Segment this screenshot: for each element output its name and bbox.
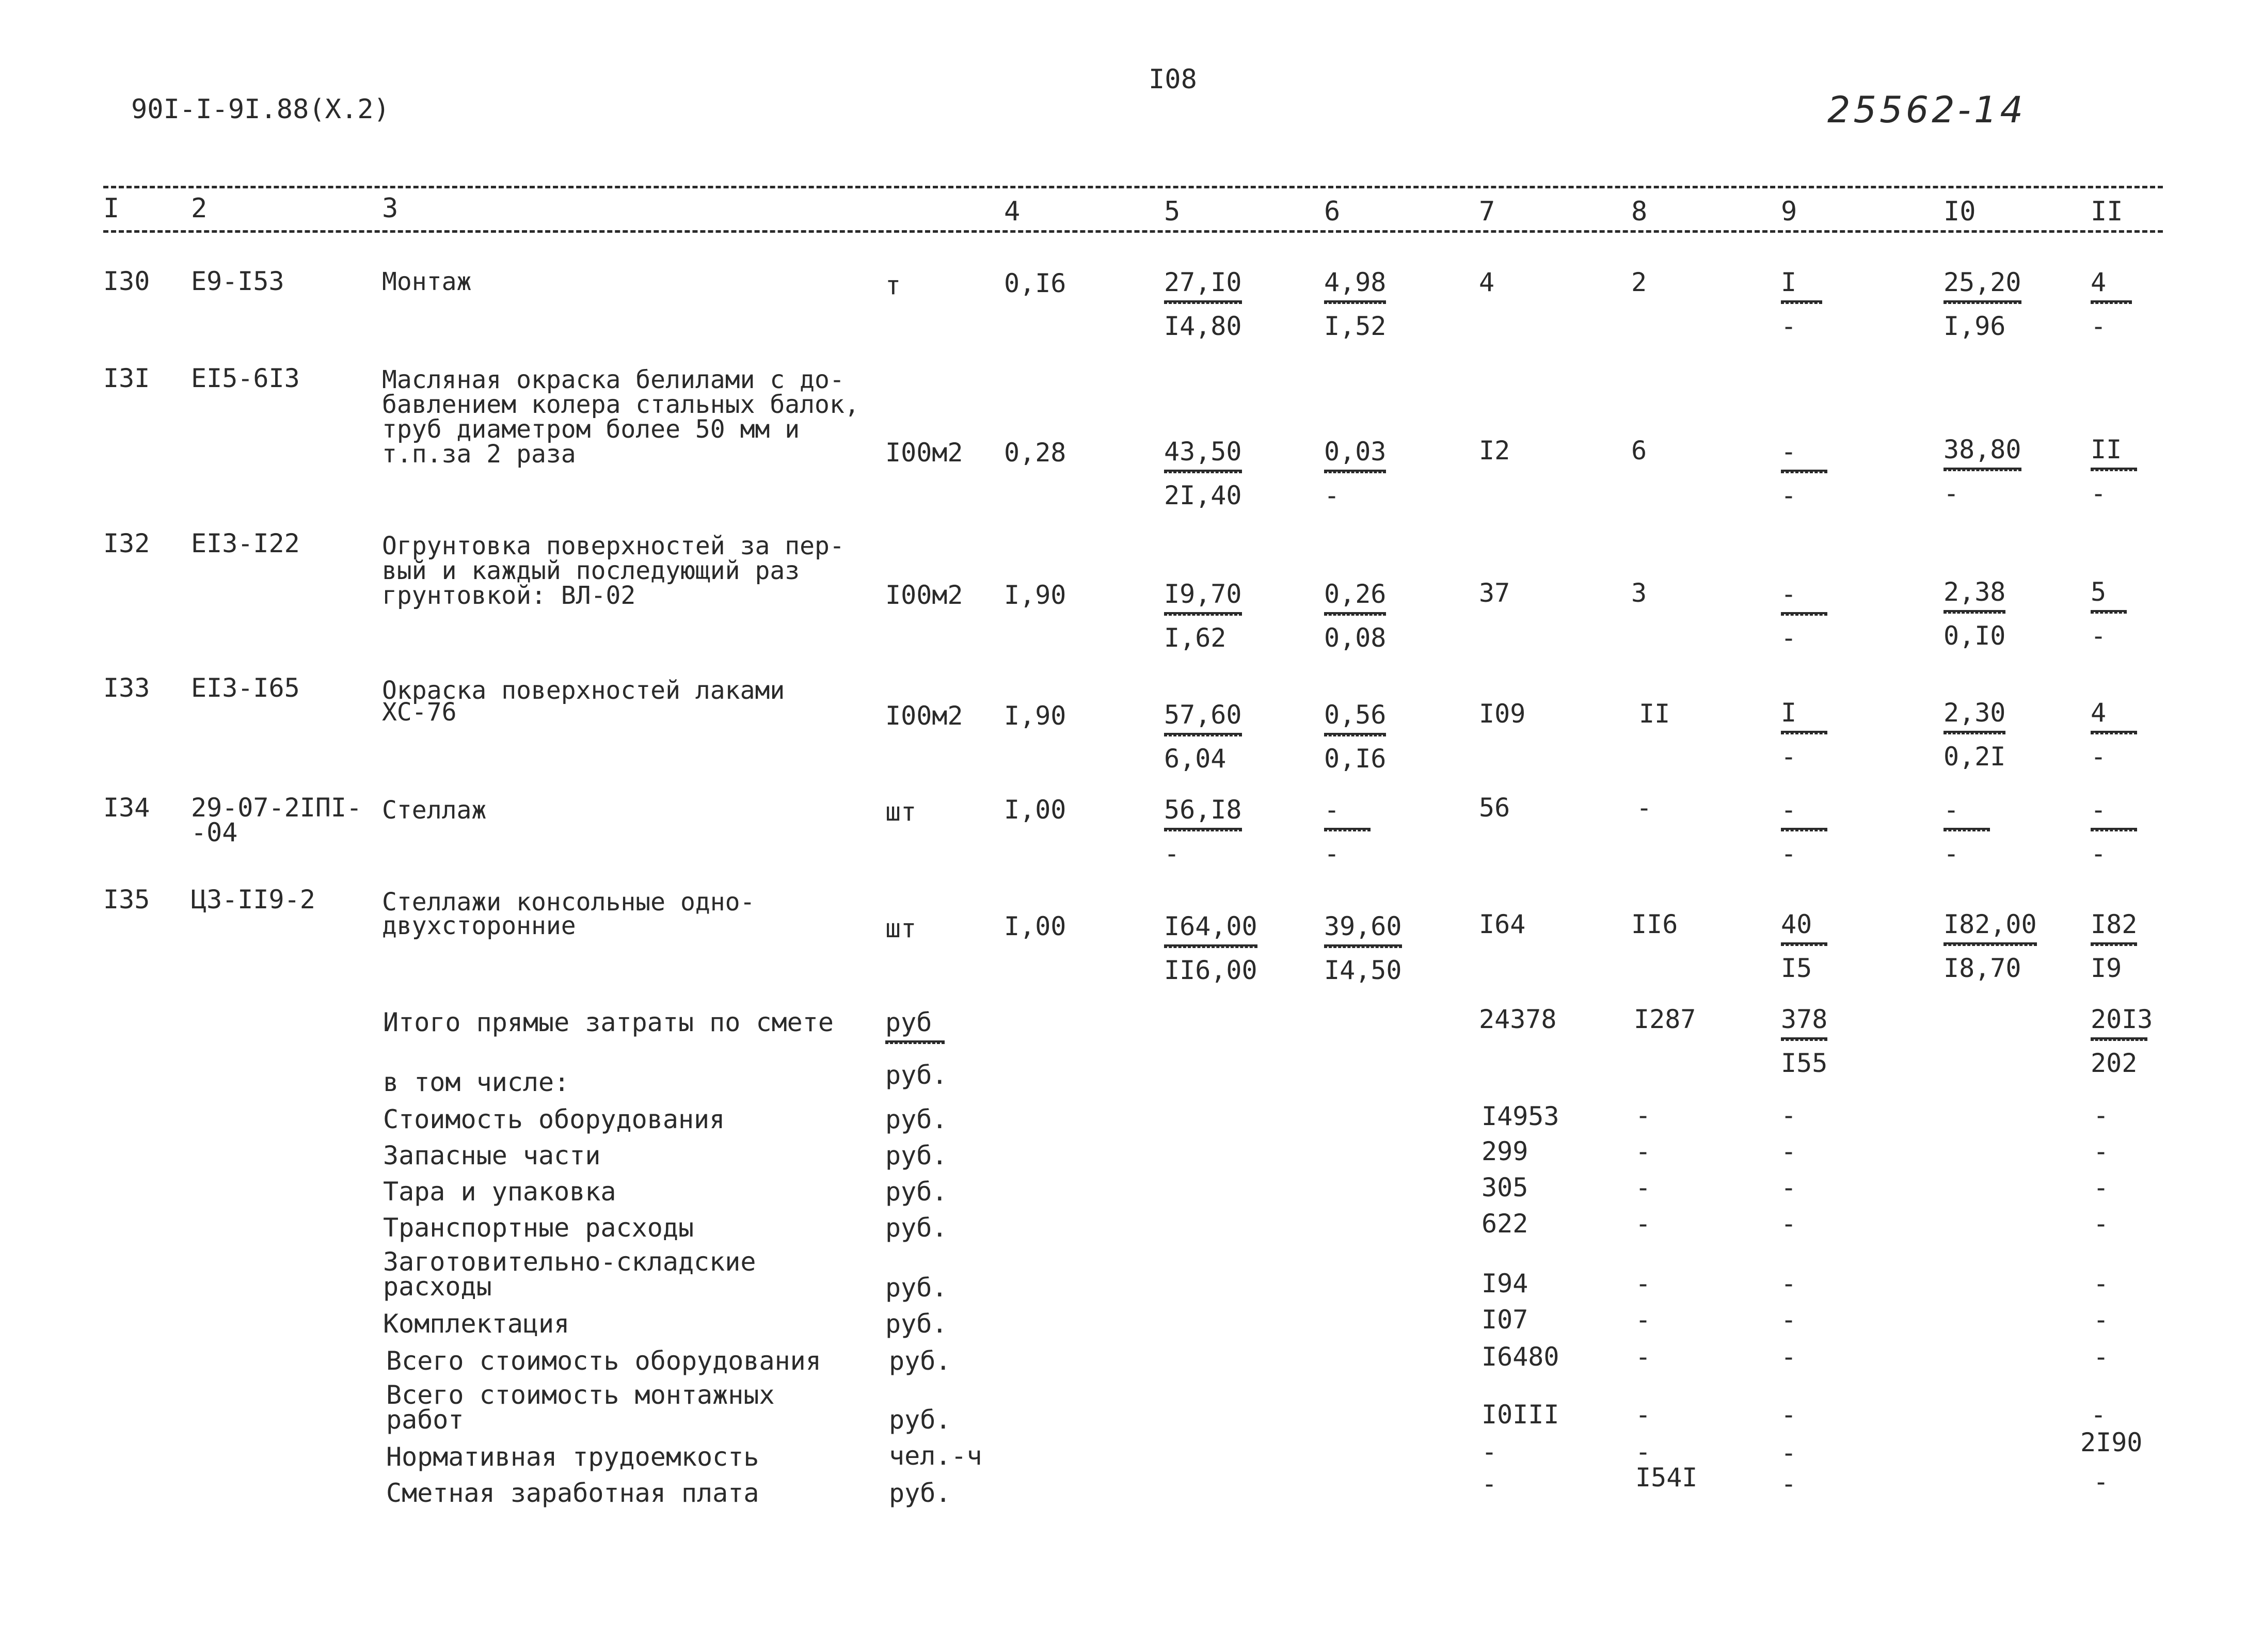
- row-col11: [2091, 911, 2137, 981]
- totals-item-col11: -: [2093, 1342, 2109, 1372]
- row-name-line: ХС-76: [382, 698, 457, 727]
- col6-den: -: [1324, 480, 1340, 510]
- totals-item-col7: 305: [1482, 1173, 1528, 1202]
- col11-den: -: [2091, 478, 2107, 508]
- row-col10: [1944, 437, 2021, 506]
- col11-num: -: [2091, 795, 2107, 825]
- row-col10: [1944, 698, 2006, 772]
- row-name-line: Монтаж: [382, 267, 472, 296]
- col5-den: 2I,40: [1164, 480, 1242, 510]
- totals-item-col7: 622: [1482, 1209, 1528, 1239]
- fraction-rule: [1781, 828, 1827, 831]
- totals-item-col11: -: [2093, 1305, 2109, 1335]
- col5-den: I,62: [1164, 623, 1226, 653]
- totals-item-col11: 2I90: [2080, 1428, 2143, 1457]
- row-col11: [2091, 437, 2137, 506]
- totals-item-col11: -: [2091, 1400, 2107, 1430]
- col6-num: 0,56: [1324, 700, 1387, 730]
- fraction-rule: [1324, 944, 1402, 948]
- col-header-2: 2: [191, 193, 208, 224]
- row-col6: [1324, 702, 1386, 772]
- fraction-rule: [1324, 733, 1386, 736]
- row-code: EI3-I22: [191, 528, 300, 558]
- fraction-rule: [2091, 300, 2132, 304]
- totals-item-col9: -: [1781, 1209, 1797, 1239]
- col10-den: 0,2I: [1944, 742, 2006, 772]
- col11-num: 4: [2091, 698, 2107, 728]
- row-position: I3I: [103, 363, 150, 393]
- col9-num: -: [1781, 795, 1797, 825]
- col9-den: -: [1781, 311, 1797, 341]
- col6-den: 0,I6: [1324, 744, 1387, 774]
- totals-item-col7: I94: [1482, 1269, 1528, 1298]
- col-header-7: 7: [1479, 196, 1495, 227]
- col-header-5: 5: [1164, 196, 1181, 227]
- fraction-rule: [1164, 828, 1242, 831]
- row-position: I32: [103, 528, 150, 558]
- row-col5: [1164, 269, 1242, 339]
- fraction-rule: [885, 1040, 945, 1044]
- totals-item-col7: 299: [1482, 1136, 1528, 1166]
- row-col5: [1164, 702, 1242, 772]
- col10-den: -: [1944, 478, 1960, 508]
- totals-item-col9: -: [1781, 1136, 1797, 1166]
- col-header-1: I: [103, 193, 120, 224]
- col6-num: 39,60: [1324, 911, 1402, 941]
- col10-num: 2,38: [1944, 577, 2006, 607]
- row-name-line: труб диаметром более 50 мм и: [382, 415, 800, 444]
- col11-den: -: [2091, 621, 2107, 651]
- col9-num: I: [1781, 267, 1797, 297]
- col10-num: 38,80: [1944, 435, 2021, 464]
- fraction-rule: [1781, 731, 1827, 734]
- row-name-line: бавлением колера стальных балок,: [382, 390, 859, 419]
- totals-direct-costs-col11: [2091, 1006, 2153, 1076]
- fraction-rule: [1944, 300, 2021, 304]
- totals-item-unit: руб.: [889, 1405, 951, 1435]
- totals-item-label-continued: расходы: [383, 1272, 492, 1302]
- totals-item-col9: -: [1781, 1469, 1797, 1499]
- totals-item-col9: -: [1781, 1305, 1797, 1335]
- header-bottom-rule: [103, 230, 2163, 233]
- fraction-rule: [1324, 470, 1386, 473]
- col11-num: I82: [2091, 909, 2138, 939]
- totals-item-col8: -: [1635, 1400, 1651, 1430]
- row-col9: [1781, 439, 1827, 508]
- totals-item-col8: -: [1635, 1209, 1651, 1239]
- col11-den: -: [2091, 742, 2107, 772]
- col6-num: 0,26: [1324, 579, 1387, 609]
- row-col10: [1944, 797, 1990, 867]
- col11-den: -: [2091, 311, 2107, 341]
- col9-den: I55: [1781, 1048, 1828, 1078]
- row-name-line: Стеллаж: [382, 796, 487, 825]
- fraction-rule: [1944, 468, 2021, 471]
- fraction-rule: [1324, 300, 1386, 304]
- row-col10: [1944, 269, 2021, 339]
- row-col6: [1324, 439, 1386, 508]
- row-col5: [1164, 913, 1257, 983]
- fraction-rule: [2091, 828, 2137, 831]
- row-unit: шт: [885, 913, 917, 943]
- totals-item-col9: -: [1781, 1400, 1797, 1430]
- col10-num: 25,20: [1944, 267, 2021, 297]
- totals-item-col9: -: [1781, 1100, 1797, 1130]
- totals-item-col8: -: [1635, 1173, 1651, 1202]
- totals-item-unit: руб.: [885, 1309, 948, 1339]
- row-col8: -: [1636, 793, 1652, 823]
- row-col5: [1164, 797, 1242, 867]
- col6-num: 4,98: [1324, 267, 1387, 297]
- totals-item-label: Всего стоимость оборудования: [386, 1346, 821, 1376]
- row-qty: I,90: [1004, 580, 1066, 610]
- totals-item-label: Заготовительно-складские: [383, 1247, 756, 1277]
- totals-item-col9: -: [1781, 1269, 1797, 1298]
- fraction-rule: [1944, 610, 2005, 614]
- totals-item-unit: руб.: [885, 1177, 948, 1207]
- row-col9: [1781, 797, 1827, 867]
- fraction-rule: [2091, 468, 2137, 471]
- row-col10: [1944, 911, 2037, 981]
- row-code: 29-07-2IПI-: [191, 793, 362, 823]
- totals-item-label: Комплектация: [383, 1309, 570, 1339]
- totals-item-col11: -: [2093, 1209, 2109, 1239]
- document-code: 90I-I-9I.88(X.2): [131, 94, 390, 125]
- fraction-rule: [1944, 731, 2005, 734]
- totals-item-unit: руб.: [885, 1104, 948, 1134]
- totals-item-label: Запасные части: [383, 1141, 601, 1170]
- totals-item-label: Тара и упаковка: [383, 1177, 616, 1207]
- totals-direct-costs-col8: I287: [1634, 1004, 1696, 1034]
- col-header-9: 9: [1781, 196, 1797, 227]
- col10-num: 2,30: [1944, 698, 2006, 728]
- fraction-rule: [1781, 942, 1827, 946]
- col-header-8: 8: [1631, 196, 1648, 227]
- totals-item-unit: руб.: [885, 1273, 948, 1303]
- col6-den: -: [1324, 839, 1340, 869]
- col9-num: 40: [1781, 909, 1812, 939]
- row-code: E9-I53: [191, 266, 284, 296]
- totals-item-col8: I54I: [1635, 1463, 1698, 1493]
- col9-den: -: [1781, 623, 1797, 653]
- col11-num: 20I3: [2091, 1004, 2153, 1034]
- row-unit: I00м2: [885, 701, 963, 731]
- col-header-3: 3: [382, 193, 399, 224]
- col-header-6: 6: [1324, 196, 1341, 227]
- col9-num: -: [1781, 437, 1797, 467]
- totals-item-unit: чел.-ч: [889, 1441, 982, 1471]
- row-name-line: Масляная окраска белилами с до-: [382, 365, 845, 394]
- totals-item-col11: -: [2093, 1100, 2109, 1130]
- totals-including-label: в том числе:: [383, 1067, 570, 1097]
- totals-item-label-continued: работ: [386, 1405, 464, 1435]
- row-col6: [1324, 913, 1402, 983]
- col5-num: 43,50: [1164, 437, 1242, 467]
- fraction-rule: [1324, 828, 1371, 831]
- totals-item-col7: I6480: [1482, 1342, 1559, 1372]
- row-col9: [1781, 581, 1827, 651]
- col11-den: I9: [2091, 953, 2122, 983]
- totals-item-col8: -: [1635, 1437, 1651, 1467]
- row-code: EI5-6I3: [191, 363, 300, 393]
- row-name-line: т.п.за 2 раза: [382, 440, 576, 469]
- col5-den: 6,04: [1164, 744, 1226, 774]
- totals-item-col11: -: [2093, 1136, 2109, 1166]
- row-col6: [1324, 269, 1386, 339]
- totals-direct-costs-label: Итого прямые затраты по смете: [383, 1007, 834, 1037]
- totals-item-col11: -: [2093, 1467, 2109, 1497]
- totals-direct-costs-col7: 24378: [1479, 1004, 1557, 1034]
- row-unit: т: [885, 270, 901, 300]
- unit-text: руб: [885, 1007, 932, 1037]
- col9-num: 378: [1781, 1004, 1828, 1034]
- col5-den: II6,00: [1164, 955, 1257, 985]
- col6-den: I,52: [1324, 311, 1387, 341]
- col5-num: 56,I8: [1164, 795, 1242, 825]
- totals-direct-costs-unit: [885, 1009, 945, 1053]
- row-unit: I00м2: [885, 438, 963, 468]
- row-col10: [1944, 579, 2005, 649]
- totals-item-col8: -: [1635, 1342, 1651, 1372]
- col6-num: -: [1324, 795, 1340, 825]
- totals-item-col8: -: [1635, 1100, 1651, 1130]
- fraction-rule: [2091, 610, 2127, 614]
- row-unit: I00м2: [885, 580, 963, 610]
- totals-item-label: Нормативная трудоемкость: [386, 1442, 759, 1472]
- row-qty: I,00: [1004, 795, 1066, 825]
- col5-num: 57,60: [1164, 700, 1242, 730]
- totals-item-unit: руб.: [889, 1478, 951, 1508]
- col11-num: 4: [2091, 267, 2107, 297]
- col10-den: 0,I0: [1944, 621, 2006, 651]
- row-col7: 56: [1479, 793, 1510, 823]
- row-col11: [2091, 269, 2132, 339]
- fraction-rule: [1164, 470, 1242, 473]
- row-code: EI3-I65: [191, 673, 300, 703]
- totals-item-label: Всего стоимость монтажных: [386, 1380, 775, 1410]
- row-qty: 0,28: [1004, 438, 1066, 468]
- col-header-4: 4: [1004, 196, 1021, 227]
- row-position: I30: [103, 266, 150, 296]
- totals-item-unit: руб.: [885, 1213, 948, 1243]
- row-qty: I,00: [1004, 911, 1066, 941]
- row-col6: [1324, 797, 1371, 867]
- row-col11: [2091, 579, 2127, 649]
- col9-den: I5: [1781, 953, 1812, 983]
- row-unit: шт: [885, 797, 917, 827]
- col6-den: I4,50: [1324, 955, 1402, 985]
- fraction-rule: [2091, 731, 2137, 734]
- row-col9: [1781, 911, 1827, 981]
- row-col5: [1164, 439, 1242, 508]
- col9-den: -: [1781, 839, 1797, 869]
- totals-item-col7: I0III: [1482, 1400, 1559, 1430]
- col11-num: 5: [2091, 577, 2107, 607]
- fraction-rule: [1164, 300, 1242, 304]
- row-col5: [1164, 581, 1242, 651]
- row-col9: [1781, 269, 1822, 339]
- col5-num: I64,00: [1164, 911, 1257, 941]
- totals-item-col8: -: [1635, 1269, 1651, 1298]
- row-col7: 37: [1479, 578, 1510, 608]
- totals-direct-costs-col9: [1781, 1006, 1827, 1076]
- row-name-line: Стеллажи консольные одно-: [382, 888, 755, 917]
- fraction-rule: [1164, 733, 1242, 736]
- row-col11: [2091, 797, 2137, 867]
- col5-den: I4,80: [1164, 311, 1242, 341]
- row-position: I34: [103, 793, 150, 823]
- row-qty: 0,I6: [1004, 268, 1066, 298]
- row-name-line: двухсторонние: [382, 911, 576, 940]
- totals-item-col7: -: [1482, 1437, 1498, 1467]
- page-number: I08: [1149, 64, 1197, 95]
- col5-num: 27,I0: [1164, 267, 1242, 297]
- totals-item-unit: руб.: [885, 1141, 948, 1170]
- col-header-11: II: [2091, 196, 2123, 227]
- col5-num: I9,70: [1164, 579, 1242, 609]
- header-top-rule: [103, 186, 2163, 188]
- col5-den: -: [1164, 839, 1180, 869]
- row-col8: II: [1639, 699, 1670, 729]
- col9-num: -: [1781, 579, 1797, 609]
- totals-item-label: Транспортные расходы: [383, 1213, 694, 1243]
- row-qty: I,90: [1004, 701, 1066, 731]
- row-col8: II6: [1631, 909, 1678, 939]
- totals-item-label: Стоимость оборудования: [383, 1104, 725, 1134]
- row-name-line: Огрунтовка поверхностей за пер-: [382, 532, 845, 560]
- fraction-rule: [2091, 1037, 2147, 1041]
- fraction-rule: [1781, 300, 1822, 304]
- col-header-10: I0: [1944, 196, 1976, 227]
- totals-item-unit: руб.: [889, 1346, 951, 1376]
- row-col7: I2: [1479, 436, 1510, 466]
- fraction-rule: [1164, 944, 1257, 948]
- col11-den: 202: [2091, 1048, 2138, 1078]
- row-code-continued: -04: [191, 817, 238, 847]
- fraction-rule: [1164, 612, 1242, 616]
- row-col11: [2091, 698, 2137, 772]
- col11-den: -: [2091, 839, 2107, 869]
- row-col6: [1324, 581, 1386, 651]
- totals-item-col8: -: [1635, 1305, 1651, 1335]
- album-number: 25562-14: [1827, 89, 2027, 131]
- totals-item-col8: -: [1635, 1136, 1651, 1166]
- col11-num: II: [2091, 435, 2122, 464]
- fraction-rule: [2091, 942, 2137, 946]
- row-col8: 2: [1631, 267, 1647, 297]
- fraction-rule: [1324, 612, 1386, 616]
- col10-num: -: [1944, 795, 1960, 825]
- col6-num: 0,03: [1324, 437, 1387, 467]
- col9-num: I: [1781, 698, 1797, 728]
- totals-item-col7: -: [1482, 1469, 1498, 1499]
- row-name-line: вый и каждый последующий раз: [382, 556, 800, 585]
- row-col7: 4: [1479, 267, 1495, 297]
- col10-den: I,96: [1944, 311, 2006, 341]
- row-code: Ц3-II9-2: [191, 885, 315, 915]
- fraction-rule: [1944, 828, 1990, 831]
- totals-item-col11: -: [2093, 1173, 2109, 1202]
- col10-num: I82,00: [1944, 909, 2037, 939]
- row-col9: [1781, 698, 1827, 772]
- totals-item-col9: -: [1781, 1173, 1797, 1202]
- totals-item-col7: I4953: [1482, 1101, 1559, 1131]
- row-col7: I09: [1479, 699, 1526, 729]
- fraction-rule: [1944, 942, 2037, 946]
- col10-den: -: [1944, 839, 1960, 869]
- totals-item-col9: -: [1781, 1438, 1797, 1468]
- col9-den: -: [1781, 742, 1797, 772]
- col10-den: I8,70: [1944, 953, 2021, 983]
- fraction-rule: [1781, 612, 1827, 616]
- row-position: I35: [103, 885, 150, 915]
- totals-including-unit: руб.: [885, 1060, 948, 1090]
- row-position: I33: [103, 673, 150, 703]
- col6-den: 0,08: [1324, 623, 1387, 653]
- totals-item-col9: -: [1781, 1342, 1797, 1372]
- row-col8: 6: [1631, 436, 1647, 466]
- fraction-rule: [1781, 1037, 1827, 1041]
- row-col8: 3: [1631, 578, 1647, 608]
- totals-item-label: Сметная заработная плата: [386, 1478, 759, 1508]
- totals-item-col11: -: [2093, 1269, 2109, 1298]
- row-col7: I64: [1479, 909, 1526, 939]
- row-name-line: грунтовкой: ВЛ-02: [382, 581, 636, 610]
- row-name-line: Окраска поверхностей лаками: [382, 676, 785, 705]
- fraction-rule: [1781, 470, 1827, 473]
- col9-den: -: [1781, 480, 1797, 510]
- totals-item-col7: I07: [1482, 1305, 1528, 1335]
